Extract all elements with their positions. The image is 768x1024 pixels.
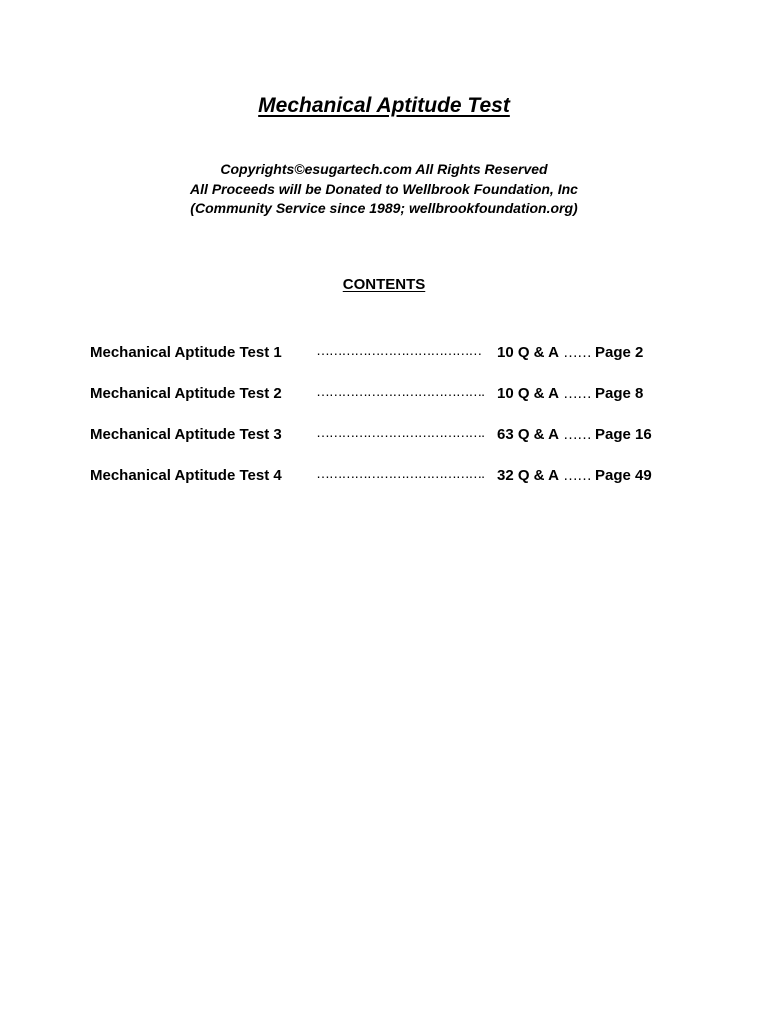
toc-dot-leader: ………………………………….	[316, 424, 484, 440]
toc-entry-qa-count: 32 Q & A	[497, 467, 559, 484]
toc-entry-title: Mechanical Aptitude Test 1	[90, 344, 282, 361]
toc-entry[interactable]	[90, 465, 690, 506]
toc-entry-separator: ……	[562, 385, 591, 402]
document-title: Mechanical Aptitude Test	[258, 94, 510, 117]
contents-heading: CONTENTS	[342, 276, 426, 293]
toc-entry-page: Page 16	[594, 426, 652, 443]
toc-entry-qa-count: 10 Q & A	[497, 385, 559, 402]
toc-dot-leader: …………………………………	[316, 342, 482, 358]
toc-entry-page: Page 49	[594, 467, 652, 484]
toc-entry-separator: ……	[562, 426, 591, 443]
toc-entry-info	[497, 465, 652, 487]
toc-dot-leader: ………………………………….	[316, 465, 484, 481]
toc-entry[interactable]	[90, 424, 690, 465]
toc-entry-page: Page 8	[594, 385, 644, 402]
toc-entry-page: Page 2	[594, 344, 644, 361]
toc-entry-qa-count: 63 Q & A	[497, 426, 559, 443]
toc-entry-title: Mechanical Aptitude Test 2	[90, 385, 282, 402]
donation-line: All Proceeds will be Donated to Wellbrook Foundation, Inc	[190, 180, 578, 197]
community-service-line: (Community Service since 1989; wellbrookfoundation.org)	[190, 200, 578, 216]
toc-entry-info	[497, 342, 643, 364]
toc-entry-separator: ……	[562, 344, 591, 361]
copyright-line: Copyrights©esugartech.com All Rights Reserved	[220, 161, 548, 177]
copyright-notice	[0, 160, 768, 219]
toc-entry-info	[497, 424, 652, 446]
table-of-contents	[90, 342, 690, 506]
toc-entry[interactable]	[90, 383, 690, 424]
toc-dot-leader: ………………………………….	[316, 383, 484, 399]
toc-entry-title: Mechanical Aptitude Test 3	[90, 426, 282, 443]
toc-entry-qa-count: 10 Q & A	[497, 344, 559, 361]
toc-entry-info	[497, 383, 643, 405]
toc-entry[interactable]	[90, 342, 690, 383]
toc-entry-separator: ……	[562, 467, 591, 484]
toc-entry-title: Mechanical Aptitude Test 4	[90, 467, 282, 484]
